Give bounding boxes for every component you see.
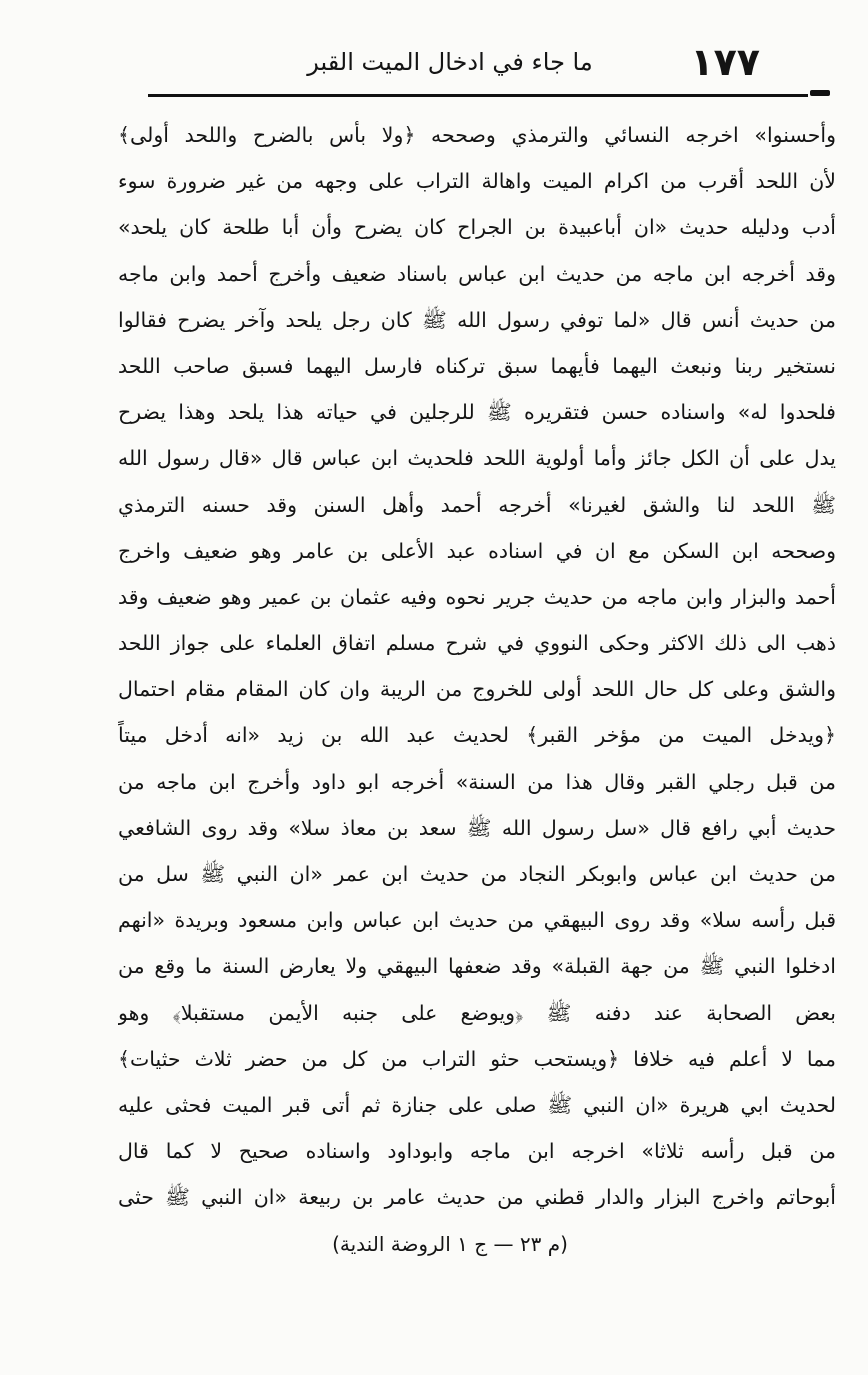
page-number: ١٧٧	[690, 40, 760, 84]
text-line: وأحسنوا» اخرجه النسائي والترمذي وصححه ﴿ولا بأس بالضرح واللحد أولى﴾	[118, 123, 836, 147]
text-line: ذهب الى ذلك الاكثر وحكى النووي في شرح مسلم اتفاق العلماء على جواز اللحد	[118, 631, 836, 656]
text-line: حديث أبي رافع قال «سل رسول الله ﷺ سعد بن معاذ سلا» وقد روى الشافعي	[118, 815, 836, 840]
text-line: يدل على أن الكل جائز وأما أولوية اللحد فلحديث ابن عباس قال «قال رسول الله	[118, 446, 836, 471]
page-header	[140, 40, 760, 92]
text-line: لأن اللحد أقرب من اكرام الميت واهالة التراب على وجهه من غير ضرورة سوء	[118, 169, 836, 194]
text-line: أحمد والبزار وابن ماجه من حديث جرير نحوه وفيه عثمان بن عمير وهو ضعيف وقد	[118, 584, 836, 609]
text-line: من حديث أنس قال «لما توفي رسول الله ﷺ كان رجل يلحد وآخر يضرح فقالوا	[118, 307, 836, 332]
text-line: أدب ودليله حديث «ان أباعبيدة بن الجراح كان يضرح وأن أبا طلحة كان يلحد»	[118, 215, 836, 240]
text-line: فلحدوا له» واسناده حسن فتقريره ﷺ للرجلين في حياته هذا يلحد وهذا يضرح	[118, 400, 836, 425]
text-line: ادخلوا النبي ﷺ من جهة القبلة» وقد ضعفها البيهقي ولا يعارض السنة ما وقع من	[118, 954, 836, 979]
text-line: من حديث ابن عباس وابوبكر النجاد من حديث ابن عمر «ان النبي ﷺ سل من	[118, 862, 836, 886]
text-line: أبوحاتم واخرج البزار والدار قطني من حديث عامر بن ربيعة «ان النبي ﷺ حثى	[118, 1185, 836, 1210]
text-line: من قبل رأسه ثلاثا» اخرجه ابن ماجه وابوداود واسناده صحيح لا كما قال	[118, 1139, 836, 1164]
body-text	[118, 112, 836, 1221]
text-line: لحديث ابي هريرة «ان النبي ﷺ صلى على جنازة ثم أتى قبر الميت فحثى عليه	[118, 1092, 836, 1117]
text-line: مما لا أعلم فيه خلافا ﴿ويستحب حثو التراب من كل من حضر ثلاث حثيات﴾	[118, 1046, 836, 1071]
text-line: وصححه ابن السكن مع ان في اسناده عبد الأعلى بن عامر وهو ضعيف واخرج	[118, 538, 836, 563]
text-line: نستخير ربنا ونبعث اليهما فأيهما سبق تركناه فارسل اليهما فسبق صاحب اللحد	[118, 353, 836, 378]
header-rule	[148, 94, 808, 97]
header-rule-ornament	[810, 90, 830, 96]
text-line: ﷺ اللحد لنا والشق لغيرنا» أخرجه أحمد وأهل السنن وقد حسنه الترمذي	[118, 492, 836, 517]
text-line: بعض الصحابة عند دفنه ﷺ ﴿ويوضع على جنبه الأيمن مستقبلا﴾ وهو	[118, 1000, 836, 1025]
running-title: ما جاء في ادخال الميت القبر	[307, 48, 593, 76]
text-line: ﴿ويدخل الميت من مؤخر القبر﴾ لحديث عبد الله بن زيد «انه أدخل ميتاً	[118, 723, 836, 748]
signature-mark: (م ٢٣ — ج ١ الروضة الندية)	[332, 1232, 568, 1256]
text-line: قبل رأسه سلا» وقد روى البيهقي من حديث ابن عباس وابن مسعود وبريدة «انهم	[118, 908, 836, 933]
text-line: من قبل رجلي القبر وقال هذا من السنة» أخرجه ابو داود وأخرج ابن ماجه من	[118, 769, 836, 794]
text-line: والشق وعلى كل حال اللحد أولى للخروج من الريبة وان كان المقام مقام احتمال	[118, 677, 836, 702]
text-line: وقد أخرجه ابن ماجه من حديث ابن عباس باسناد ضعيف وأخرج أحمد وابن ماجه	[118, 261, 836, 286]
